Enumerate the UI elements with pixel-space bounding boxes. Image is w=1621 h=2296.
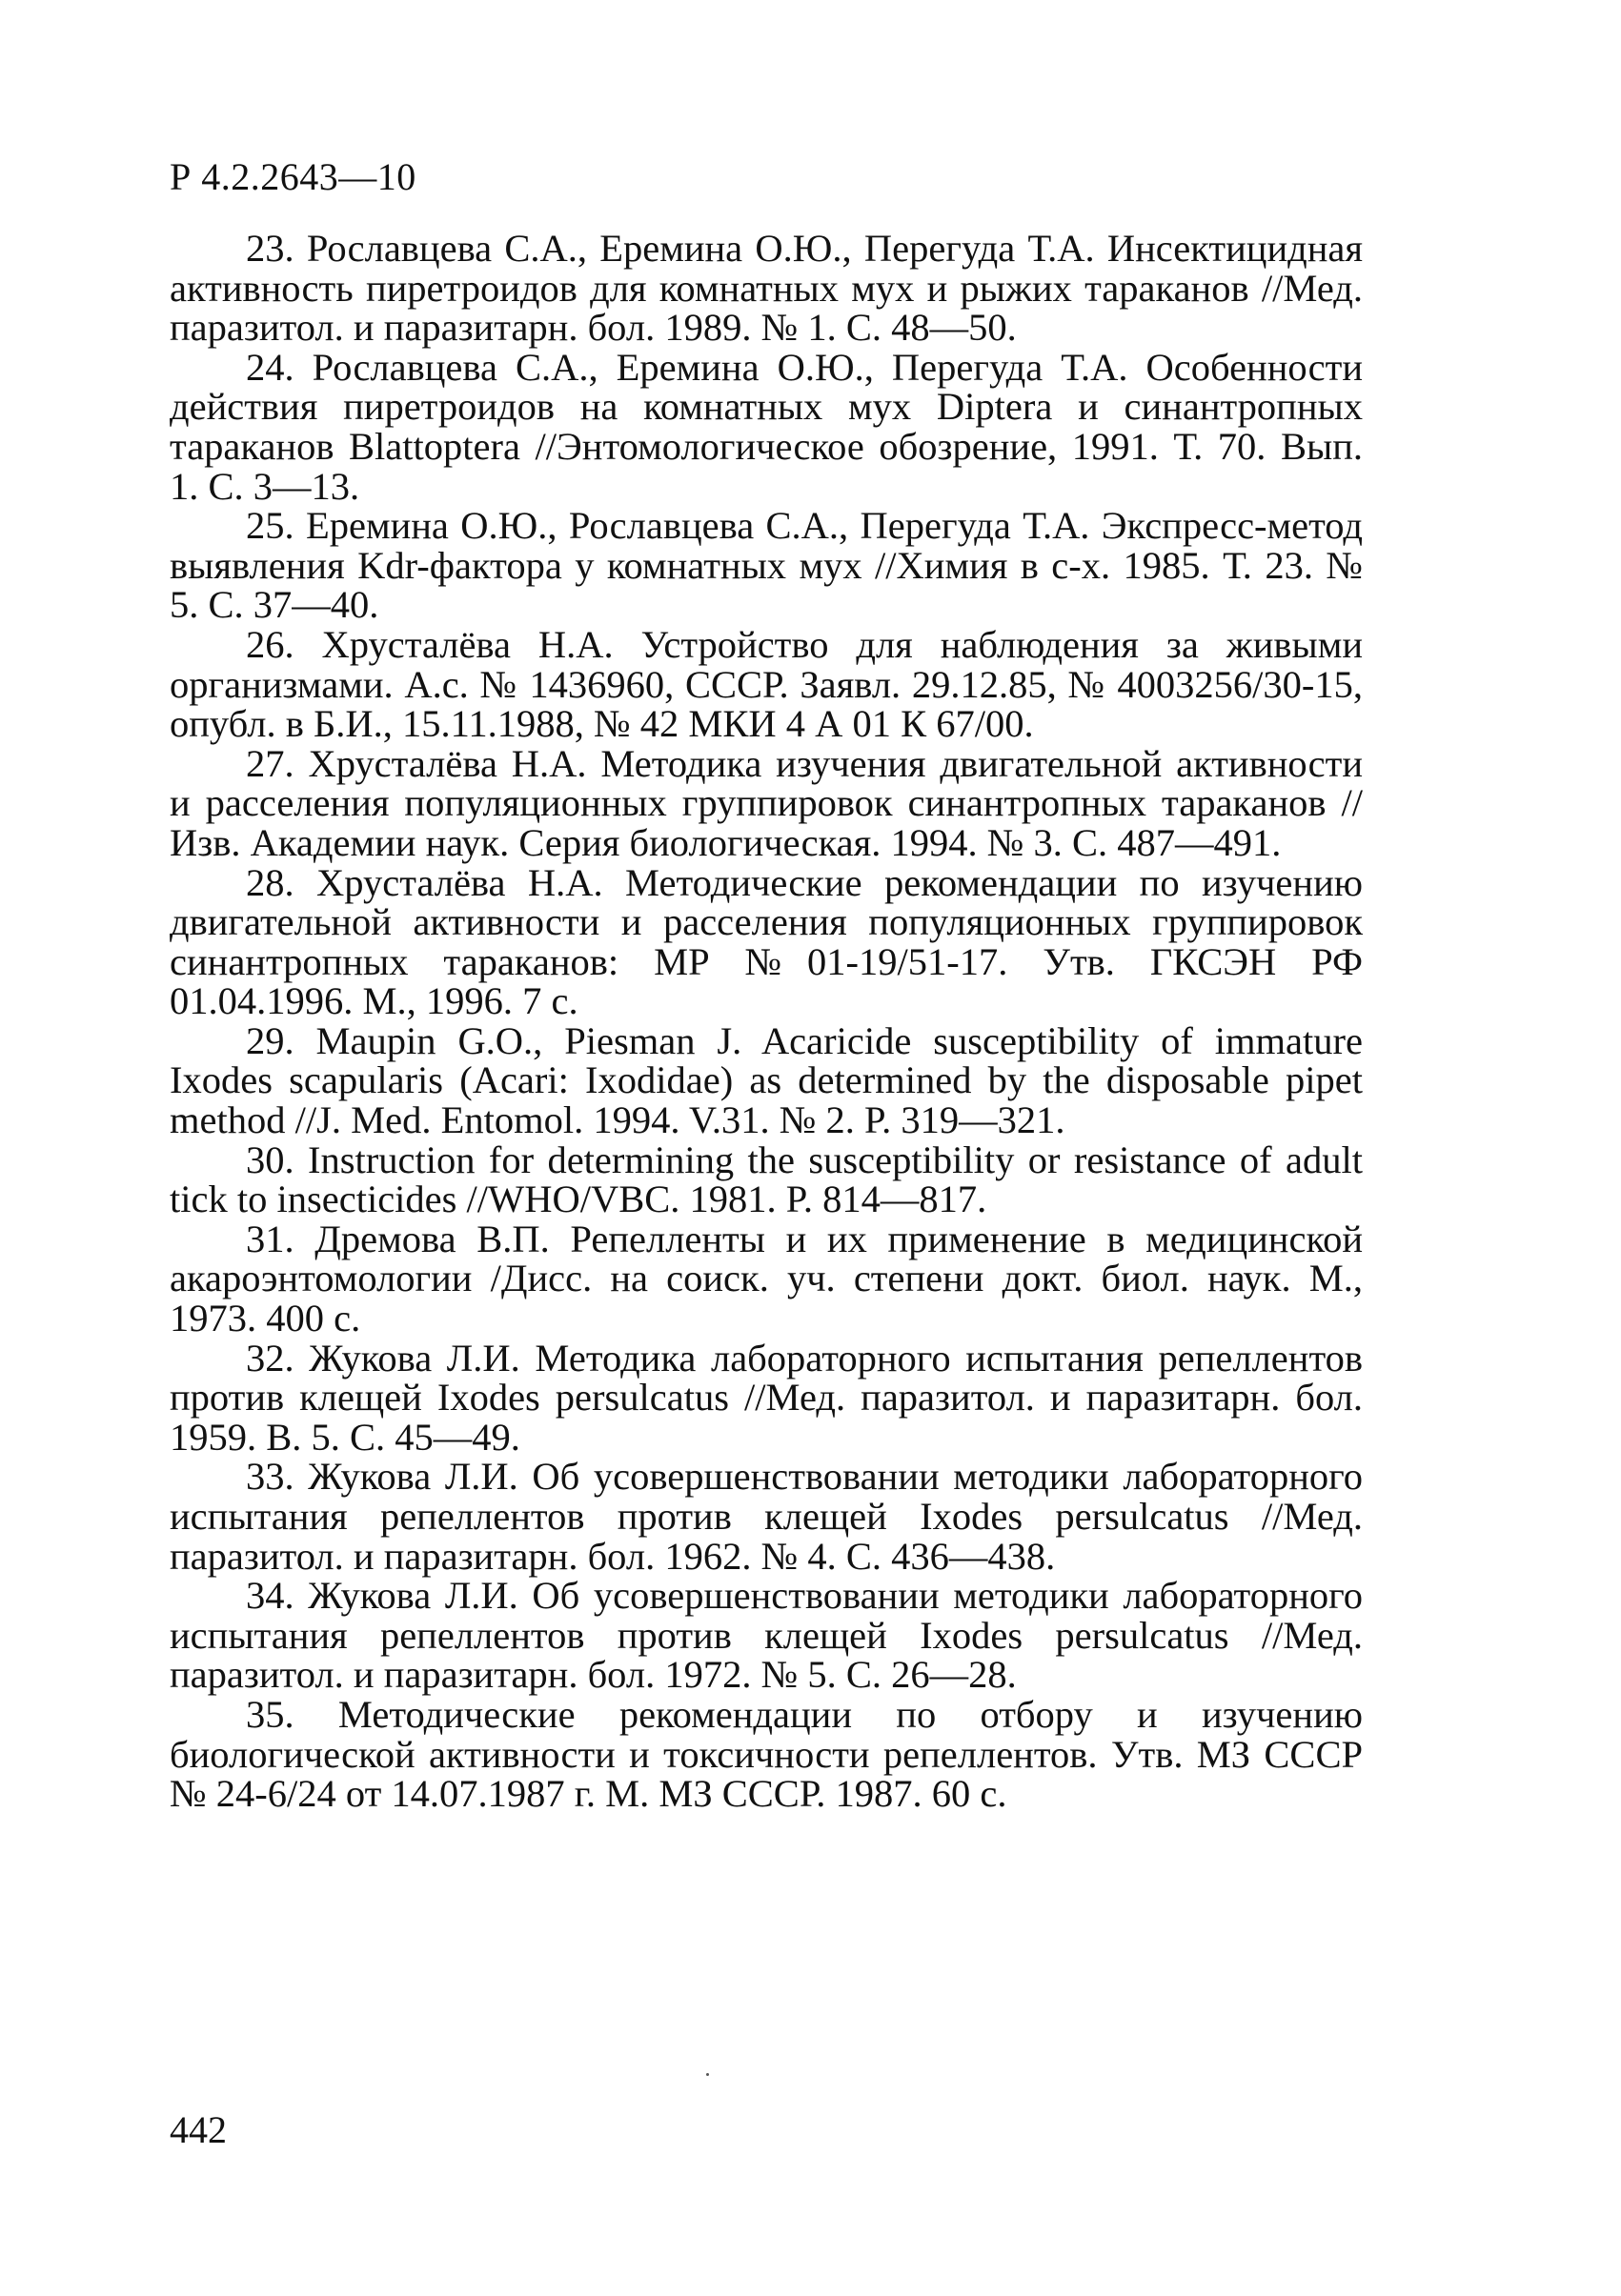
page-number: 442 [170,2108,227,2151]
reference-item: 25. Еремина О.Ю., Рославцева С.А., Перегуда Т.А. Экспресс-метод выявления Kdr-фактора у комнатных мух //Химия в с-х. 1985. Т. 23. № 5. С. 37—40. [170,504,1363,627]
reference-list [170,229,1363,1814]
reference-item: 23. Рославцева С.А., Еремина О.Ю., Перегуда Т.А. Инсектицидная активность пиретроидов для комнатных мух и рыжих тараканов //Мед. паразитол. и паразитарн. бол. 1989. № 1. С. 48—50. [170,227,1363,350]
reference-item: 31. Дремова В.П. Репелленты и их применение в медицинской акароэнтомологии /Дисс. на соиск. уч. степени докт. биол. наук. М., 1973. 400 с. [170,1217,1363,1340]
reference-item: 33. Жукова Л.И. Об усовершенствовании методики лабораторного испытания репеллентов против клещей Ixodes persulcatus //Мед. паразитол. и паразитарн. бол. 1962. № 4. С. 436—438. [170,1455,1363,1578]
reference-item: 26. Хрусталёва Н.А. Устройство для наблюдения за живыми организмами. А.с. № 1436960, СССР. Заявл. 29.12.85, № 4003256/30-15, опубл. в Б.И., 15.11.1988, № 42 МКИ 4 А 01 К 67/00. [170,622,1363,746]
reference-item: 35. Методические рекомендации по отбору и изучению биологической активности и токсичности репеллентов. Утв. МЗ СССР № 24-6/24 от 14.07.1987 г. М. МЗ СССР. 1987. 60 с. [170,1692,1363,1816]
scan-speck [706,2073,709,2076]
reference-item: 34. Жукова Л.И. Об усовершенствовании методики лабораторного испытания репеллентов против клещей Ixodes persulcatus //Мед. паразитол. и паразитарн. бол. 1972. № 5. С. 26—28. [170,1574,1363,1697]
reference-item: 29. Maupin G.O., Piesman J. Acaricide susceptibility of immature Ixodes scapularis (Acari: Ixodidae) as determined by the disposable pipet method //J. Med. Entomol. 1994. V.31. № 2. P. 319—321. [170,1018,1363,1142]
reference-item: 24. Рославцева С.А., Еремина О.Ю., Перегуда Т.А. Особенности действия пиретроидов на комнатных мух Diptera и синантропных тараканов Blattoptera //Энтомологическое обозрение, 1991. Т. 70. Вып. 1. С. 3—13. [170,345,1363,508]
reference-item: 27. Хрусталёва Н.А. Методика изучения двигательной активности и расселения популяционных группировок синантропных тараканов // Изв. Академии наук. Серия биологическая. 1994. № 3. С. 487—491. [170,741,1363,864]
reference-item: 28. Хрусталёва Н.А. Методические рекомендации по изучению двигательной активности и расселения популяционных группировок синантропных тараканов: МР №01-19/51-17. Утв. ГКСЭН РФ 01.04.1996. М., 1996. 7 с. [170,860,1363,1023]
reference-item: 30. Instruction for determining the susceptibility or resistance of adult tick to insecticides //WHO/VBC. 1981. P. 814—817. [170,1138,1363,1221]
reference-item: 32. Жукова Л.И. Методика лабораторного испытания репеллентов против клещей Ixodes persulcatus //Мед. паразитол. и паразитарн. бол. 1959. В. 5. С. 45—49. [170,1336,1363,1459]
document-code: Р 4.2.2643—10 [170,155,416,198]
